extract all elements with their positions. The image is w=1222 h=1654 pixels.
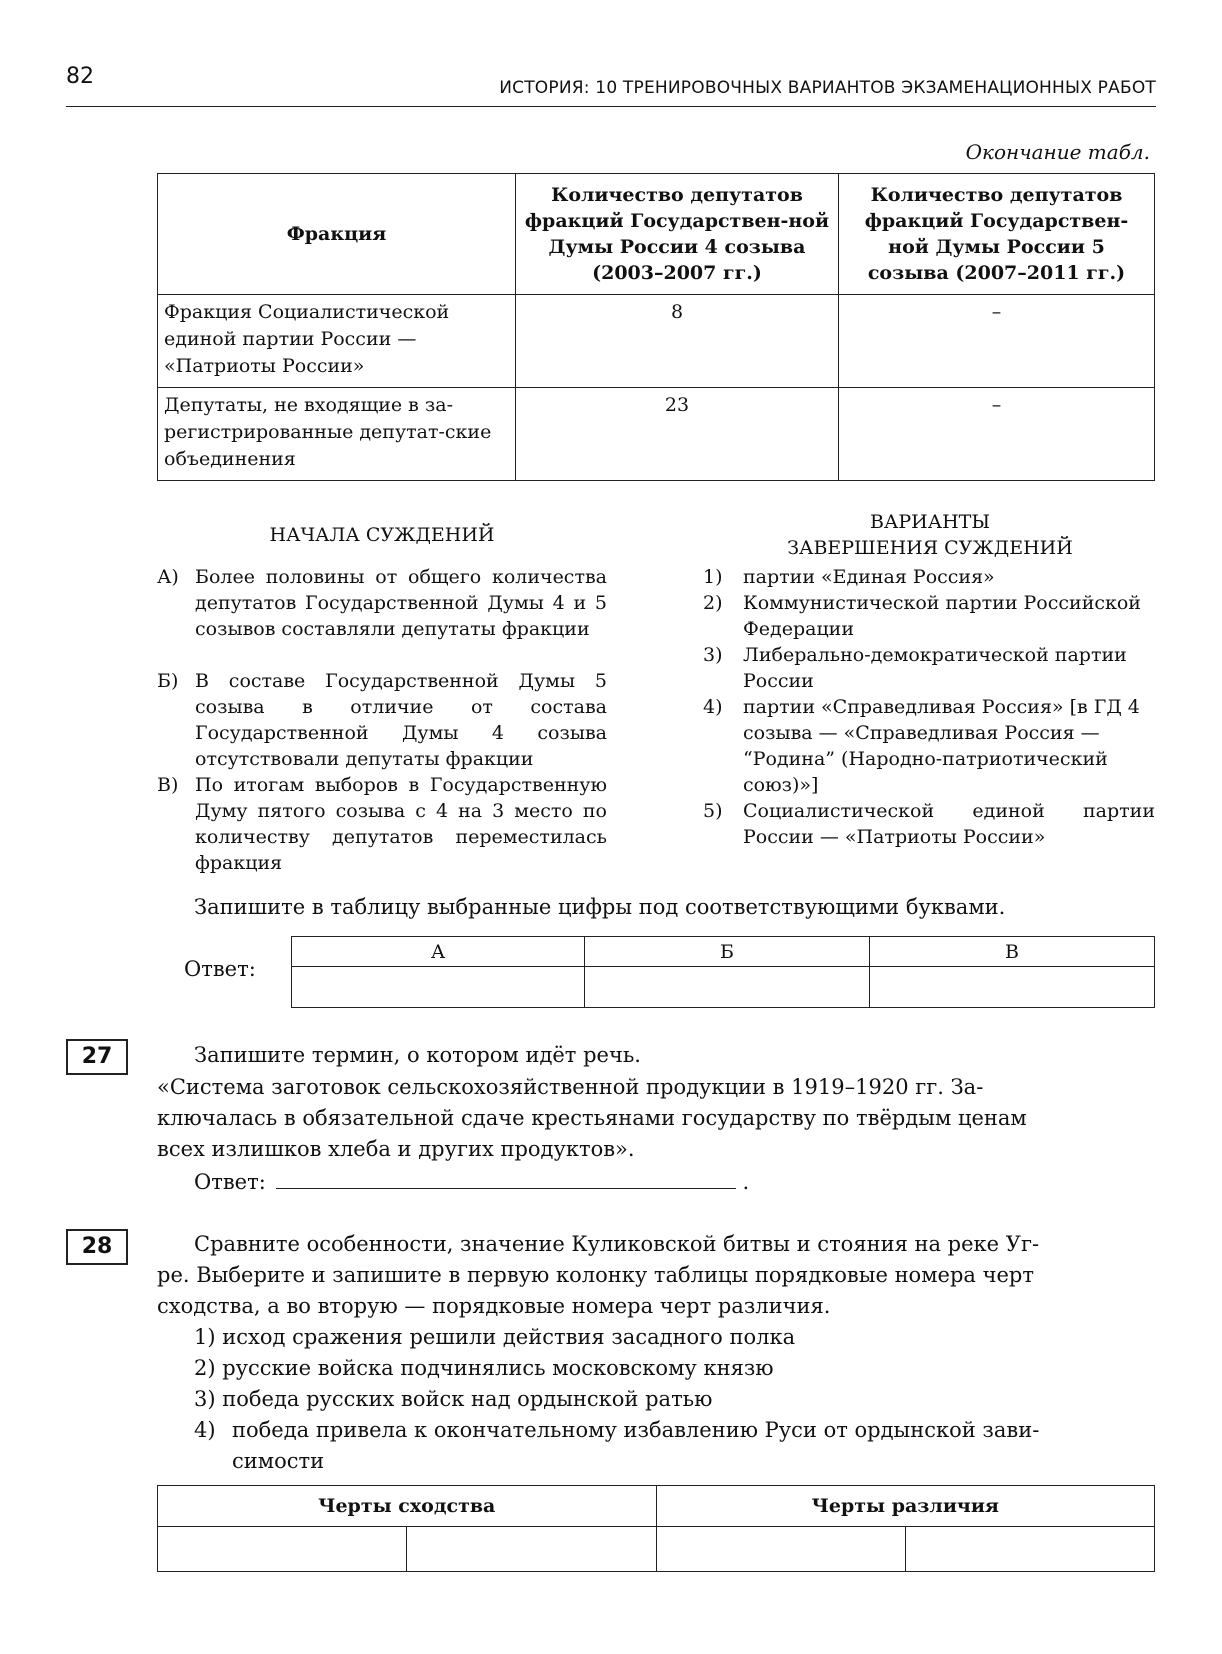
task28-line2: ре. Выберите и запишите в первую колонку таблицы порядковые номера черт [157, 1263, 1034, 1287]
faction-name: Депутаты, не входящие в за-регистрированные депутат-ские объединения [158, 388, 516, 481]
running-title: ИСТОРИЯ: 10 ТРЕНИРОВОЧНЫХ ВАРИАНТОВ ЭКЗАМЕНАЦИОННЫХ РАБОТ [499, 78, 1156, 98]
item-text: В составе Государственной Думы 5 созыва в отличие от состава Государственной Думы 4 созыва отсутствовали депутаты фракции [195, 670, 607, 770]
item-text: По итогам выборов в Государственную Думу пятого созыва с 4 на 3 место по количеству депутатов переместилась фракция [195, 774, 607, 874]
faction-name: Фракция Социалистической единой партии России — «Патриоты России» [158, 295, 516, 388]
header-duma4: Количество депутатов фракций Государствен-ной Думы России 4 созыва (2003–2007 гг.) [516, 174, 839, 295]
answer-label: Ответ: [184, 957, 256, 981]
similarity-cell-2[interactable] [407, 1527, 656, 1572]
similarity-cell-1[interactable] [158, 1527, 407, 1572]
answer-column-a: А [292, 937, 585, 967]
task-number-28: 28 [66, 1229, 128, 1265]
duma5-count: – [839, 295, 1155, 388]
beginning-item-v [157, 772, 607, 876]
ending-item-5 [703, 798, 1155, 850]
item-label: 2) [703, 592, 723, 614]
duma4-count: 8 [516, 295, 839, 388]
item-label: Б) [157, 670, 179, 692]
endings-title-line1: ВАРИАНТЫ [869, 511, 991, 533]
table-continuation-note: Окончание табл. [965, 140, 1150, 164]
difference-cell-1[interactable] [656, 1527, 905, 1572]
task27-answer-label: Ответ: [194, 1170, 266, 1194]
comparison-table [157, 1485, 1155, 1572]
table-row [158, 388, 1155, 481]
task27-quote-line3: всех излишков хлеба и других продуктов». [157, 1137, 635, 1161]
item-label: 5) [703, 800, 723, 822]
header-faction: Фракция [158, 174, 516, 295]
task27-prompt: Запишите термин, о котором идёт речь. [194, 1043, 641, 1067]
answer-cell-a[interactable] [292, 967, 585, 1008]
item-label: В) [157, 774, 179, 796]
task28-item-4-line1: победа привела к окончательному избавлению Руси от ордынской зави- [232, 1418, 1040, 1442]
header-rule [66, 106, 1156, 107]
comparison-input-row [158, 1527, 1155, 1572]
item-text: Коммунистической партии Российской Федерации [743, 592, 1141, 640]
page-number: 82 [66, 64, 94, 89]
answer-grid-inputs [292, 967, 1155, 1008]
item-label: 4) [703, 696, 723, 718]
item-label: 1) [703, 566, 723, 588]
task27-quote-line2: ключалась в обязательной сдаче крестьянами государству по твёрдым ценам [157, 1106, 1027, 1130]
factions-table [157, 173, 1155, 481]
beginnings-title: НАЧАЛА СУЖДЕНИЙ [269, 524, 495, 546]
answer-cell-v[interactable] [870, 967, 1155, 1008]
endings-title-line2: ЗАВЕРШЕНИЯ СУЖДЕНИЙ [787, 537, 1073, 559]
task-number-27: 27 [66, 1039, 128, 1075]
answer-cell-b[interactable] [585, 967, 870, 1008]
answer-column-b: Б [585, 937, 870, 967]
instruction-text: Запишите в таблицу выбранные цифры под соответствующими буквами. [194, 895, 1006, 919]
task28-item-2: 2) русские войска подчинялись московскому князю [194, 1356, 774, 1380]
answer-column-v: В [870, 937, 1155, 967]
header-similarities: Черты сходства [158, 1486, 657, 1527]
beginning-item-b [157, 668, 607, 772]
ending-item-1 [703, 564, 1155, 590]
item-text: партии «Справедливая Россия» [в ГД 4 созыва — «Справедливая Россия — “Родина” (Народно-патриотический союз)»] [743, 696, 1140, 796]
task28-line1: Сравните особенности, значение Куликовской битвы и стояния на реке Уг- [194, 1232, 1040, 1256]
task27-answer-line [194, 1170, 749, 1194]
difference-cell-2[interactable] [905, 1527, 1154, 1572]
task27-answer-input[interactable] [276, 1170, 736, 1189]
item-text: партии «Единая Россия» [743, 566, 995, 588]
task28-item-4-line2: симости [232, 1449, 325, 1473]
ending-item-2 [703, 590, 1155, 642]
answer-grid [291, 936, 1155, 1008]
item-text: Более половины от общего количества депутатов Государственной Думы 4 и 5 созывов составляли депутаты фракции [195, 566, 607, 640]
item-text: Либерально-демократической партии России [743, 644, 1127, 692]
duma4-count: 23 [516, 388, 839, 481]
ending-item-3 [703, 642, 1155, 694]
task28-item-3: 3) победа русских войск над ордынской ратью [194, 1387, 713, 1411]
header-duma5: Количество депутатов фракций Государствен-ной Думы России 5 созыва (2007–2011 гг.) [839, 174, 1155, 295]
task27-quote-line1: «Система заготовок сельскохозяйственной продукции в 1919–1920 гг. За- [157, 1075, 984, 1099]
table-header-row [158, 174, 1155, 295]
task28-item-4-label: 4) [194, 1418, 216, 1442]
task27-answer-end: . [742, 1170, 750, 1194]
ending-item-4 [703, 694, 1155, 798]
task28-line3: сходства, а во вторую — порядковые номера черт различия. [157, 1294, 831, 1318]
item-text: Социалистической единой партии России — «Патриоты России» [743, 800, 1155, 848]
duma5-count: – [839, 388, 1155, 481]
table-row [158, 295, 1155, 388]
beginning-item-a [157, 564, 607, 642]
item-label: 3) [703, 644, 723, 666]
answer-grid-header [292, 937, 1155, 967]
task28-item-1: 1) исход сражения решили действия засадного полка [194, 1325, 796, 1349]
item-label: А) [157, 566, 179, 588]
comparison-header-row [158, 1486, 1155, 1527]
header-differences: Черты различия [656, 1486, 1155, 1527]
